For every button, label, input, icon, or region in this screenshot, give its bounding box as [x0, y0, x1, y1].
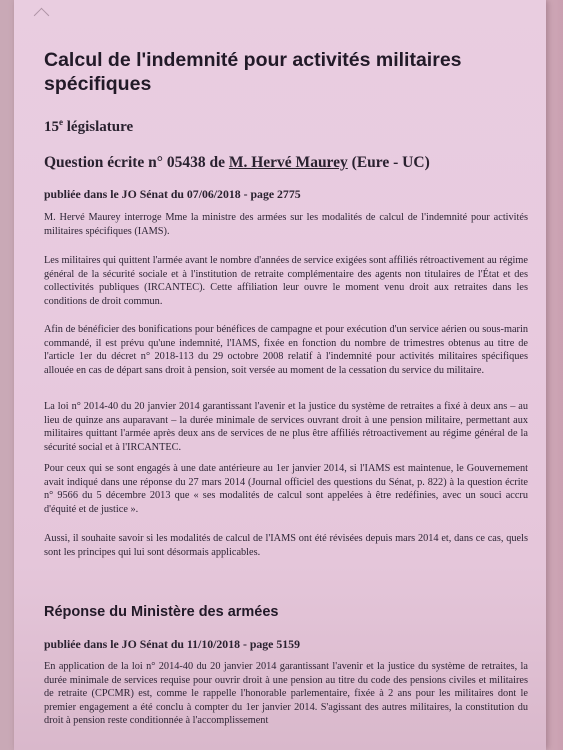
question-paragraph-3: [44, 323, 528, 377]
question-text: M. Hervé Maurey interroge Mme la ministre des armées sur les modalités de calcul de l'indemnité pour activités militaires spécifiques (IAMS).: [44, 212, 528, 237]
staple-mark-icon: [34, 8, 50, 24]
question-text: La loi n° 2014-40 du 20 janvier 2014 garantissant l'avenir et la justice du système de retraites a fixé à deux ans – au lieu de quinze ans auparavant – la durée minimale de services ouvrant droit à une pension militaire, permettant aux militaires quittant l'armée après deux ans de services de ne plus être affiliés rétroactivement au régime général de la sécurité social et à l'IRCANTEC.: [44, 401, 528, 453]
response-published-date: publiée dans le JO Sénat du 11/10/2018 - page 5159: [44, 637, 300, 651]
question-paragraph-6: [44, 532, 528, 559]
question-paragraph-5: [44, 462, 528, 516]
document-title-block: [44, 48, 528, 96]
question-author-link[interactable]: M. Hervé Maurey: [228, 154, 348, 171]
legislature-word: législature: [66, 119, 134, 135]
question-text: Afin de bénéficier des bonifications pour bénéfices de campagne et pour exécution d'un service aérien ou sous-marin commandé, il est prévu qu'une indemnité, l'IAMS, fixée en fonction du nombre de trimestres obtenus au titre de l'article 1er du décret n° 2018-113 du 29 octobre 2008 relatif à l'indemnité pour activités militaires spécifiques allouée en cas de départ sans droit à pension, soit versée au moment de la cessation du service du militaire.: [44, 324, 528, 376]
legislature-label: [44, 117, 528, 136]
response-title-block: [44, 604, 528, 620]
document-title: Calcul de l'indemnité pour activités militaires spécifiques: [44, 49, 462, 95]
response-paragraph-1: [44, 660, 528, 728]
question-text: Aussi, il souhaite savoir si les modalités de calcul de l'IAMS ont été révisées depuis mars 2014 et, dans ce cas, quels sont les principes qui lui sont désormais applicables.: [44, 533, 528, 558]
question-text: Les militaires qui quittent l'armée avant le nombre d'années de service exigées sont affiliés rétroactivement au régime général de la sécurité sociale et à l'institution de retraite complémentaire des agents non titulaires de l'État et des collectivités publiques (IRCANTEC). Cette affiliation leur ouvre le moment venu droit aux retraites dans les conditions de droit commun.: [44, 255, 528, 307]
question-published-date: publiée dans le JO Sénat du 07/06/2018 - page 2775: [44, 187, 301, 201]
question-prefix: Question écrite n° 05438 de: [44, 154, 225, 171]
response-title: Réponse du Ministère des armées: [44, 604, 279, 620]
question-paragraph-1: [44, 211, 528, 238]
question-suffix: (Eure - UC): [351, 154, 430, 171]
response-text: En application de la loi n° 2014-40 du 20 janvier 2014 garantissant l'avenir et la justice du système de retraites, la durée minimale de services requise pour ouvrir droit à une pension au titre du code des pensions civiles et militaires de retraite (CPCMR) est, comme le rappelle l'honorable parlementaire, fixée à 2 ans pour les militaires dont le premier engagement a été conclu à compter du 1er janvier 2014. S'agissant des autres militaires, la constitution du droit à pension reste conditionnée à l'accomplissement: [44, 661, 528, 727]
document-page: [14, 0, 546, 750]
question-text: Pour ceux qui se sont engagés à une date antérieure au 1er janvier 2014, si l'IAMS est maintenue, le Gouvernement avait indiqué dans une réponse du 27 mars 2014 (Journal officiel des questions du Sénat, p. 822) à la question écrite n° 9566 du 5 décembre 2013 que « ses modalités de calcul sont appelées à être redéfinies, avec un souci accru d'équité et de justice ».: [44, 463, 528, 515]
question-heading: [44, 154, 528, 172]
legislature-superscript: e: [59, 117, 63, 127]
question-paragraph-2: [44, 254, 528, 308]
legislature-number: 15: [44, 119, 59, 135]
question-paragraph-4: [44, 400, 528, 454]
